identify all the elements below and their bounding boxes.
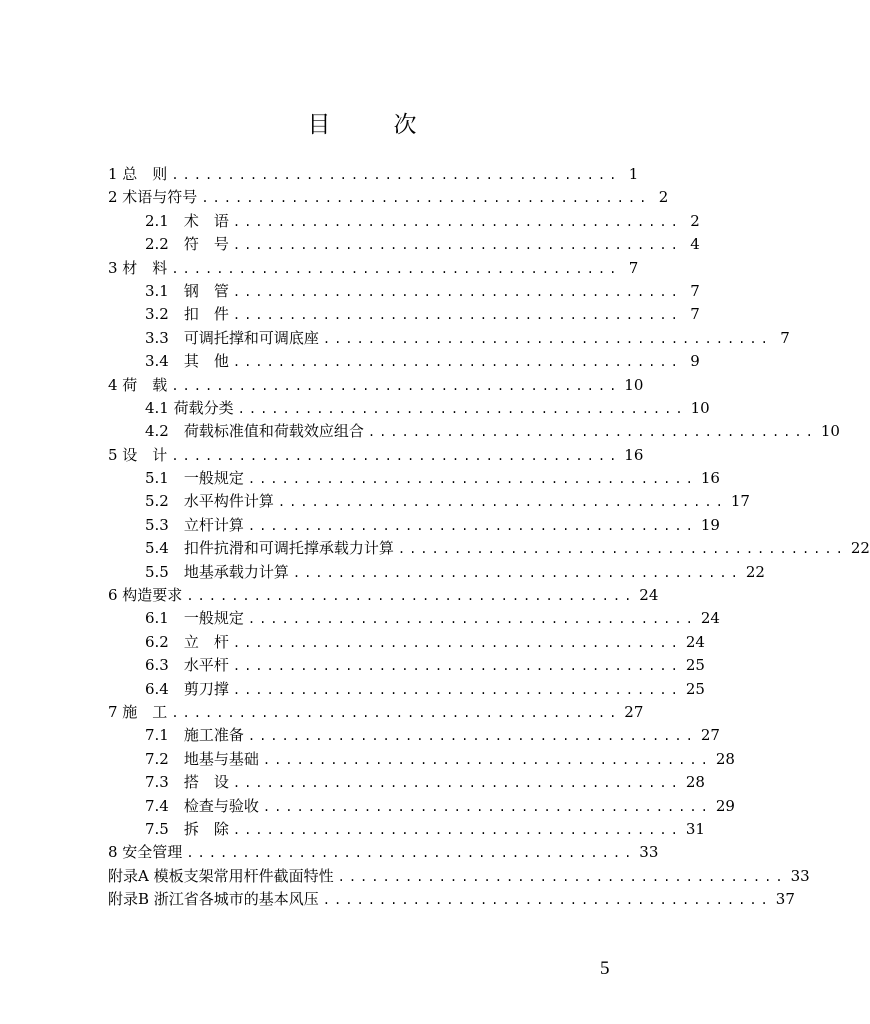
toc-entry-page: 37: [775, 890, 795, 909]
toc-entry[interactable]: [108, 584, 659, 607]
page-number: 5: [600, 958, 610, 979]
toc-entry[interactable]: [108, 701, 644, 724]
toc-entry-title: 3.3 可调托撑和可调底座: [145, 328, 319, 347]
toc-entry[interactable]: [108, 280, 700, 303]
toc-entry-title: 2 术语与符号: [108, 188, 198, 207]
toc-entry-page: 28: [685, 773, 705, 792]
toc-entry[interactable]: [108, 795, 735, 818]
toc-entry-page: 16: [624, 445, 644, 464]
toc-leader-dots: ........................................: [201, 191, 651, 206]
toc-entry-title: 7.5 拆 除: [145, 819, 229, 838]
toc-leader-dots: ........................................: [322, 331, 772, 346]
toc-leader-dots: ........................................: [397, 542, 847, 557]
toc-entry-title: 5.5 地基承载力计算: [145, 562, 289, 581]
toc-entry-title: 7.3 搭 设: [145, 773, 229, 792]
toc-entry-page: 25: [685, 679, 705, 698]
toc-leader-dots: ........................................: [247, 612, 697, 627]
toc-entry-page: 17: [730, 492, 750, 511]
toc-leader-dots: ........................................: [186, 589, 636, 604]
toc-leader-dots: ........................................: [262, 799, 712, 814]
toc-leader-dots: ........................................: [322, 893, 772, 908]
toc-entry[interactable]: [108, 233, 700, 256]
toc-entry-title: 3.1 钢 管: [145, 281, 229, 300]
toc-entry-page: 16: [700, 469, 720, 488]
toc-leader-dots: ........................................: [292, 565, 742, 580]
toc-leader-dots: ........................................: [186, 846, 636, 861]
toc-entry[interactable]: [108, 514, 720, 537]
toc-entry-page: 33: [639, 843, 659, 862]
toc-entry[interactable]: [108, 186, 669, 209]
toc-entry[interactable]: [108, 303, 700, 326]
toc-entry-page: 19: [700, 515, 720, 534]
toc-entry-page: 33: [790, 866, 810, 885]
toc-entry-title: 7.2 地基与基础: [145, 749, 259, 768]
toc-entry[interactable]: [108, 537, 870, 560]
toc-entry-title: 3.2 扣 件: [145, 305, 229, 324]
toc-entry[interactable]: [108, 771, 705, 794]
toc-entry-title: 4.1 荷载分类: [145, 398, 234, 417]
toc-leader-dots: ........................................: [247, 472, 697, 487]
toc-leader-dots: ........................................: [232, 214, 682, 229]
toc-leader-dots: ........................................: [232, 659, 682, 674]
toc-entry-page: 22: [745, 562, 765, 581]
toc-entry-page: 25: [685, 656, 705, 675]
toc-entry-title: 8 安全管理: [108, 843, 183, 862]
toc-entry[interactable]: [108, 561, 765, 584]
toc-entry-title: 5.2 水平构件计算: [145, 492, 274, 511]
toc-entry-page: 27: [700, 726, 720, 745]
toc-leader-dots: ........................................: [171, 705, 621, 720]
toc-entry-title: 6.3 水平杆: [145, 656, 229, 675]
toc-entry-page: 2: [690, 211, 700, 230]
toc-leader-dots: ........................................: [367, 425, 817, 440]
toc-entry-title: 5 设 计: [108, 445, 168, 464]
toc-entry-page: 24: [700, 609, 720, 628]
toc-leader-dots: ........................................: [277, 495, 727, 510]
toc-entry[interactable]: [108, 865, 810, 888]
toc-entry-title: 1 总 则: [108, 165, 168, 183]
toc-entry-page: 10: [820, 422, 840, 441]
toc-entry-title: 2.2 符 号: [145, 235, 229, 254]
toc-entry-title: 7.4 检查与验收: [145, 796, 259, 815]
toc-entry[interactable]: [108, 818, 705, 841]
toc-entry-page: 31: [685, 819, 705, 838]
toc-entry-page: 24: [639, 586, 659, 605]
toc-leader-dots: ........................................: [237, 401, 687, 416]
toc-leader-dots: ........................................: [232, 682, 682, 697]
toc-entry[interactable]: [108, 654, 705, 677]
toc-entry-page: 24: [685, 632, 705, 651]
toc-leader-dots: ........................................: [171, 261, 621, 276]
toc-entry[interactable]: [108, 420, 840, 443]
page-title: 目 次: [307, 112, 437, 138]
toc-entry-page: 28: [715, 749, 735, 768]
toc-entry[interactable]: [108, 607, 720, 630]
toc-entry-page: 7: [690, 281, 700, 300]
toc-entry-title: 3.4 其 他: [145, 352, 229, 371]
toc-leader-dots: ........................................: [262, 752, 712, 767]
toc-leader-dots: ........................................: [171, 448, 621, 463]
toc-leader-dots: ........................................: [232, 822, 682, 837]
toc-leader-dots: ........................................: [171, 168, 621, 182]
toc-entry-page: 2: [658, 188, 669, 207]
toc-leader-dots: ........................................: [247, 729, 697, 744]
toc-entry-page: 7: [690, 305, 700, 324]
toc-entry[interactable]: [108, 257, 639, 280]
toc-entry[interactable]: [108, 888, 795, 911]
toc-entry-page: 27: [624, 702, 644, 721]
toc-entry-title: 7 施 工: [108, 702, 168, 721]
toc-entry-page: 22: [850, 539, 870, 558]
toc-entry[interactable]: [108, 374, 644, 397]
toc-entry-page: 9: [690, 352, 700, 371]
toc-entry-page: 29: [715, 796, 735, 815]
toc-entry-page: 10: [624, 375, 644, 394]
table-of-contents: [108, 163, 870, 912]
toc-leader-dots: ........................................: [232, 355, 682, 370]
toc-entry[interactable]: [108, 467, 720, 490]
toc-entry[interactable]: [108, 397, 710, 420]
toc-entry[interactable]: [108, 678, 705, 701]
toc-leader-dots: ........................................: [171, 378, 621, 393]
toc-entry-title: 5.3 立杆计算: [145, 515, 244, 534]
toc-entry-title: 2.1 术 语: [145, 211, 229, 230]
toc-entry-page: 1: [628, 165, 639, 183]
toc-entry[interactable]: [108, 210, 700, 233]
toc-entry[interactable]: [108, 327, 790, 350]
toc-entry-title: 5.4 扣件抗滑和可调托撑承载力计算: [145, 539, 394, 558]
toc-leader-dots: ........................................: [247, 518, 697, 533]
toc-leader-dots: ........................................: [232, 238, 682, 253]
toc-entry-page: 7: [780, 328, 790, 347]
toc-leader-dots: ........................................: [232, 635, 682, 650]
toc-entry[interactable]: [108, 350, 700, 373]
toc-entry[interactable]: [108, 163, 639, 186]
toc-entry[interactable]: [108, 444, 644, 467]
toc-entry-page: 10: [690, 398, 710, 417]
toc-entry-title: 6.1 一般规定: [145, 609, 244, 628]
toc-leader-dots: ........................................: [232, 308, 682, 323]
toc-entry[interactable]: [108, 841, 659, 864]
toc-entry-title: 3 材 料: [108, 258, 168, 277]
toc-entry-title: 附录B 浙江省各城市的基本风压: [108, 890, 319, 909]
toc-entry-title: 6.4 剪刀撑: [145, 679, 229, 698]
toc-leader-dots: ........................................: [337, 869, 787, 884]
toc-entry-page: 4: [690, 235, 700, 254]
toc-entry-title: 5.1 一般规定: [145, 469, 244, 488]
toc-leader-dots: ........................................: [232, 284, 682, 299]
toc-leader-dots: ........................................: [232, 776, 682, 791]
toc-entry[interactable]: [108, 748, 735, 771]
toc-entry-title: 6.2 立 杆: [145, 632, 229, 651]
toc-entry[interactable]: [108, 490, 750, 513]
toc-entry[interactable]: [108, 631, 705, 654]
toc-entry-title: 附录A 模板支架常用杆件截面特性: [108, 866, 334, 885]
toc-entry-title: 4.2 荷载标准值和荷载效应组合: [145, 422, 364, 441]
toc-entry-title: 6 构造要求: [108, 586, 183, 605]
toc-entry-title: 7.1 施工准备: [145, 726, 244, 745]
toc-entry[interactable]: [108, 724, 720, 747]
toc-entry-page: 7: [628, 258, 639, 277]
toc-entry-title: 4 荷 载: [108, 375, 168, 394]
